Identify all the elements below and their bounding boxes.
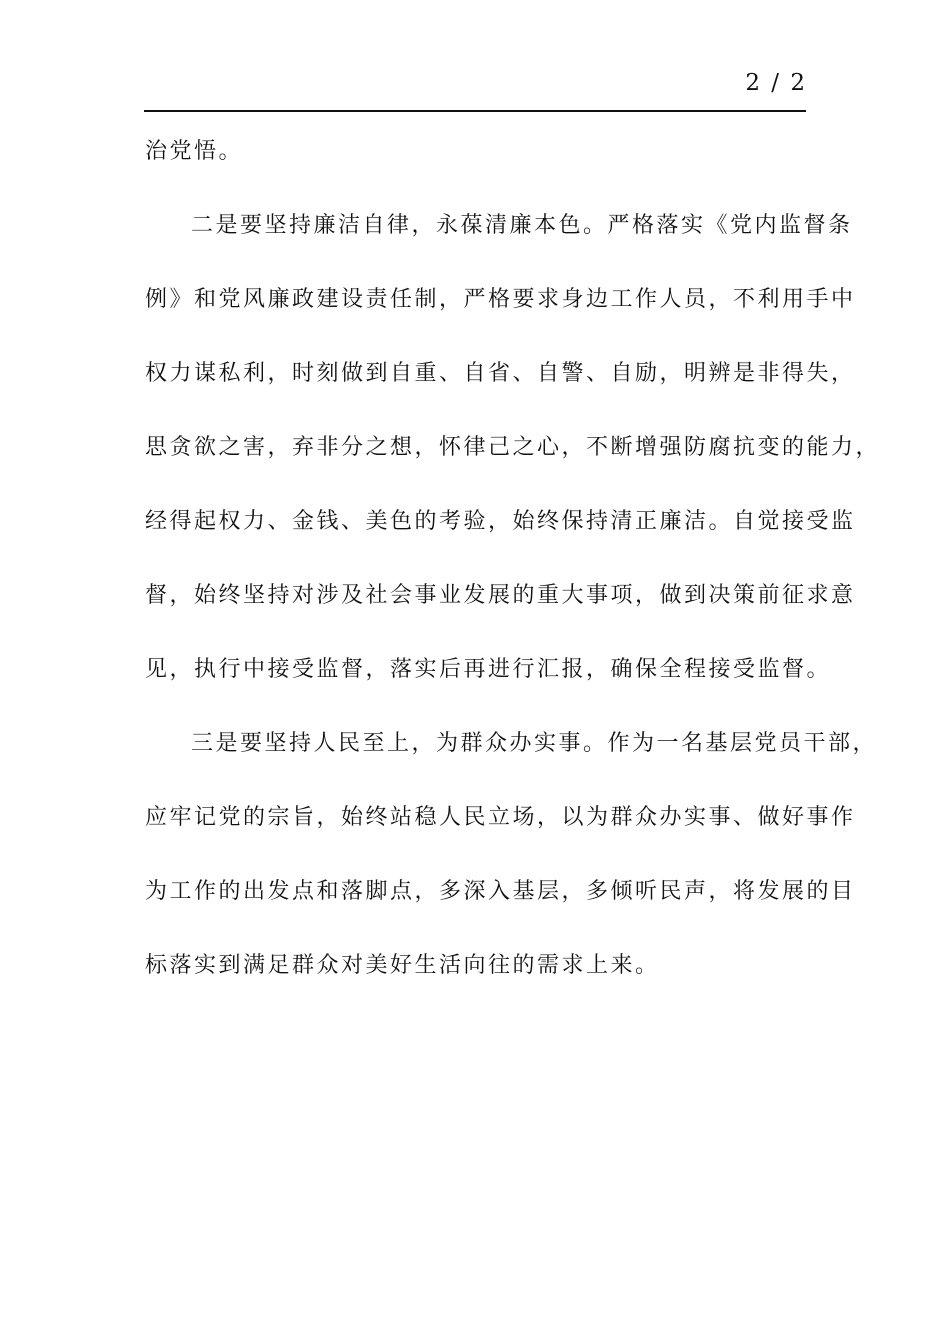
- paragraph-line: 经得起权力、金钱、美色的考验，始终保持清正廉洁。自觉接受监: [145, 509, 856, 534]
- paragraph-line: 三是要坚持人民至上，为群众办实事。作为一名基层党员干部，: [191, 731, 878, 756]
- paragraph-line: 标落实到满足群众对美好生活向往的需求上来。: [145, 953, 660, 978]
- page-number: 2 / 2: [745, 70, 807, 96]
- paragraph-line: 治党悟。: [145, 139, 244, 164]
- header-divider: [144, 110, 806, 112]
- paragraph-line: 权力谋私利，时刻做到自重、自省、自警、自励，明辨是非得失，: [145, 361, 856, 386]
- paragraph-line: 思贪欲之害，弃非分之想，怀律己之心，不断增强防腐抗变的能力，: [145, 435, 881, 460]
- paragraph-line: 见，执行中接受监督，落实后再进行汇报，确保全程接受监督。: [145, 657, 832, 682]
- paragraph-line: 例》和党风廉政建设责任制，严格要求身边工作人员，不利用手中: [145, 287, 856, 312]
- paragraph-line: 应牢记党的宗旨，始终站稳人民立场，以为群众办实事、做好事作: [145, 805, 856, 830]
- document-body: [145, 129, 881, 1017]
- paragraph-line: 督，始终坚持对涉及社会事业发展的重大事项，做到决策前征求意: [145, 583, 856, 608]
- paragraph-line: 二是要坚持廉洁自律，永葆清廉本色。严格落实《党内监督条: [191, 213, 853, 238]
- paragraph-line: 为工作的出发点和落脚点，多深入基层，多倾听民声，将发展的目: [145, 879, 856, 904]
